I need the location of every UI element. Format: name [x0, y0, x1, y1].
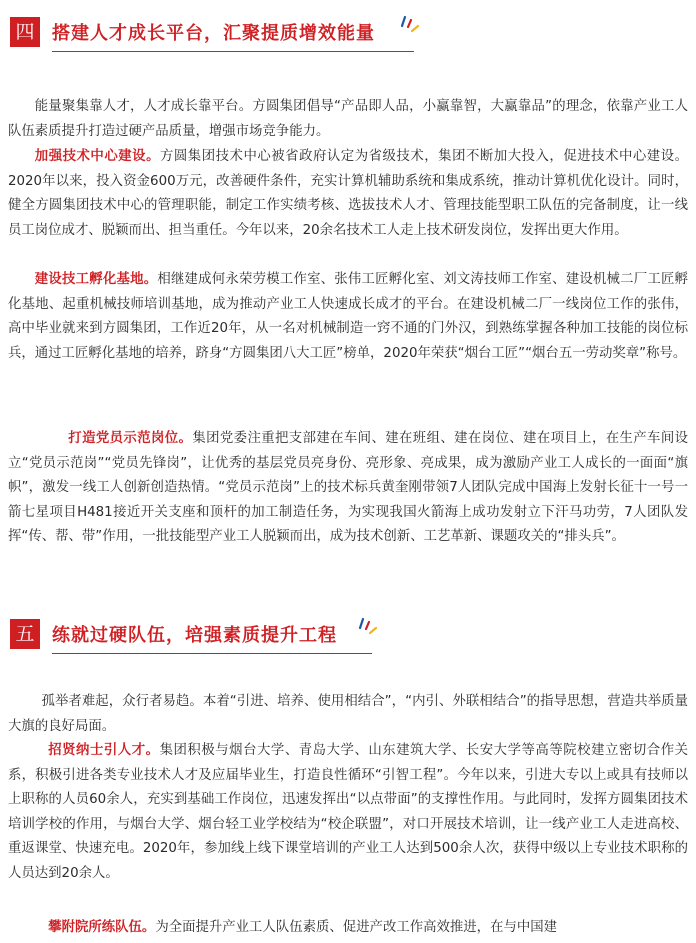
- paragraph-recruit-talent: [8, 739, 688, 886]
- section-header-5: [10, 616, 690, 656]
- sparkle-decoration-icon: [398, 14, 420, 36]
- section-title: 练就过硬队伍，培强素质提升工程: [52, 625, 337, 646]
- paragraph-body: 集团党委注重把支部建在车间、建在班组、建在岗位、建在项目上，在生产车间设立“党员示范岗”“党员先锋岗”，让优秀的基层党员亮身份、亮形象、亮成果，成为激励产业工人成长的一面面“旗帜”，激发一线工人创新创造热情。“党员示范岗”上的技术标兵黄奎刚带领7人团队完成中国海上发射长征十一号一箭七星项目H481接近开关支座和顶杆的加工制造任务，为实现我国火箭海上成功发射立下汗马功劳，7人团队发挥“传、帮、带”作用，一批技能型产业工人脱颖而出，成为技术创新、工艺革新、课题攻关的“排头兵”。: [8, 431, 689, 544]
- paragraph-lead: 打造党员示范岗位。: [68, 431, 193, 446]
- sparkle-decoration-icon: [356, 616, 378, 638]
- paragraph-tech-center: [8, 145, 688, 243]
- paragraph-lead: 加强技术中心建设。: [34, 149, 160, 164]
- paragraph-body: 为全面提升产业工人队伍素质、促进产改工作高效推进，在与中国建: [155, 920, 558, 935]
- paragraph-body: 相继建成何永荣劳模工作室、张伟工匠孵化室、刘文涛技师工作室、建设机械二厂工匠孵化基地、起重机械技师培训基地，成为推动产业工人快速成长成才的平台。在建设机械二厂一线岗位工作的张伟，高中毕业就来到方圆集团，工作近20年，从一名对机械制造一窍不通的门外汉，到熟练掌握各种加工技能的岗位标兵，通过工匠孵化基地的培养，跻身“方圆集团八大工匠”榜单，2020年荣获“烟台工匠”“烟台五一劳动奖章”称号。: [8, 272, 689, 361]
- paragraph-institute-team: [8, 916, 688, 941]
- section-title: 搭建人才成长平台，汇聚提质增效能量: [52, 23, 375, 44]
- paragraph-body: 方圆集团技术中心被省政府认定为省级技术，集团不断加大投入，促进技术中心建设。2020年以来，投入资金600万元，改善硬件条件，充实计算机辅助系统和集成系统，推动计算机优化设计。同时，健全方圆集团技术中心的管理职能，制定工作实绩考核、选拔技术人才、管理技能型职工队伍的完备制度，让一线员工岗位成才、脱颖而出、担当重任。今年以来，20余名技术工人走上技术研发岗位，发挥出更大作用。: [8, 149, 689, 238]
- section-header-4: [10, 14, 690, 54]
- paragraph-party-post: [8, 427, 688, 550]
- paragraph-lead: 建设技工孵化基地。: [34, 272, 158, 287]
- paragraph-incubation-base: [8, 268, 688, 366]
- intro-paragraph: 孤举者难起，众行者易趋。本着“引进、培养、使用相结合”，“内引、外联相结合”的指导思想，营造共举质量大旗的良好局面。: [8, 694, 688, 734]
- title-underline: [52, 51, 414, 52]
- paragraph-body: 集团积极与烟台大学、青岛大学、山东建筑大学、长安大学等高等院校建立密切合作关系，积极引进各类专业技术人才及应届毕业生，打造良性循环“引智工程”。今年以来，引进大专以上或具有技师以上职称的人员60余人，充实到基础工作岗位，迅速发挥出“以点带面”的支撑性作用。与此同时，发挥方圆集团技术培训学校的作用，与烟台大学、烟台轻工业学校结为“校企联盟”，对口开展技术培训，让一线产业工人走进高校、重返课堂、快速充电。2020年，参加线上线下课堂培训的产业工人达到500余人次，获得中级以上专业技术职称的人员达到20余人。: [8, 743, 689, 881]
- intro-paragraph: 能量聚集靠人才，人才成长靠平台。方圆集团倡导“产品即人品，小赢靠智，大赢靠品”的理念，依靠产业工人队伍素质提升打造过硬产品质量，增强市场竞争能力。: [8, 99, 688, 139]
- paragraph-lead: 招贤纳士引人才。: [48, 743, 160, 758]
- section-number-badge: 四: [10, 17, 40, 47]
- title-underline: [52, 653, 372, 654]
- section-number-badge: 五: [10, 619, 40, 649]
- paragraph-lead: 攀附院所练队伍。: [48, 920, 156, 935]
